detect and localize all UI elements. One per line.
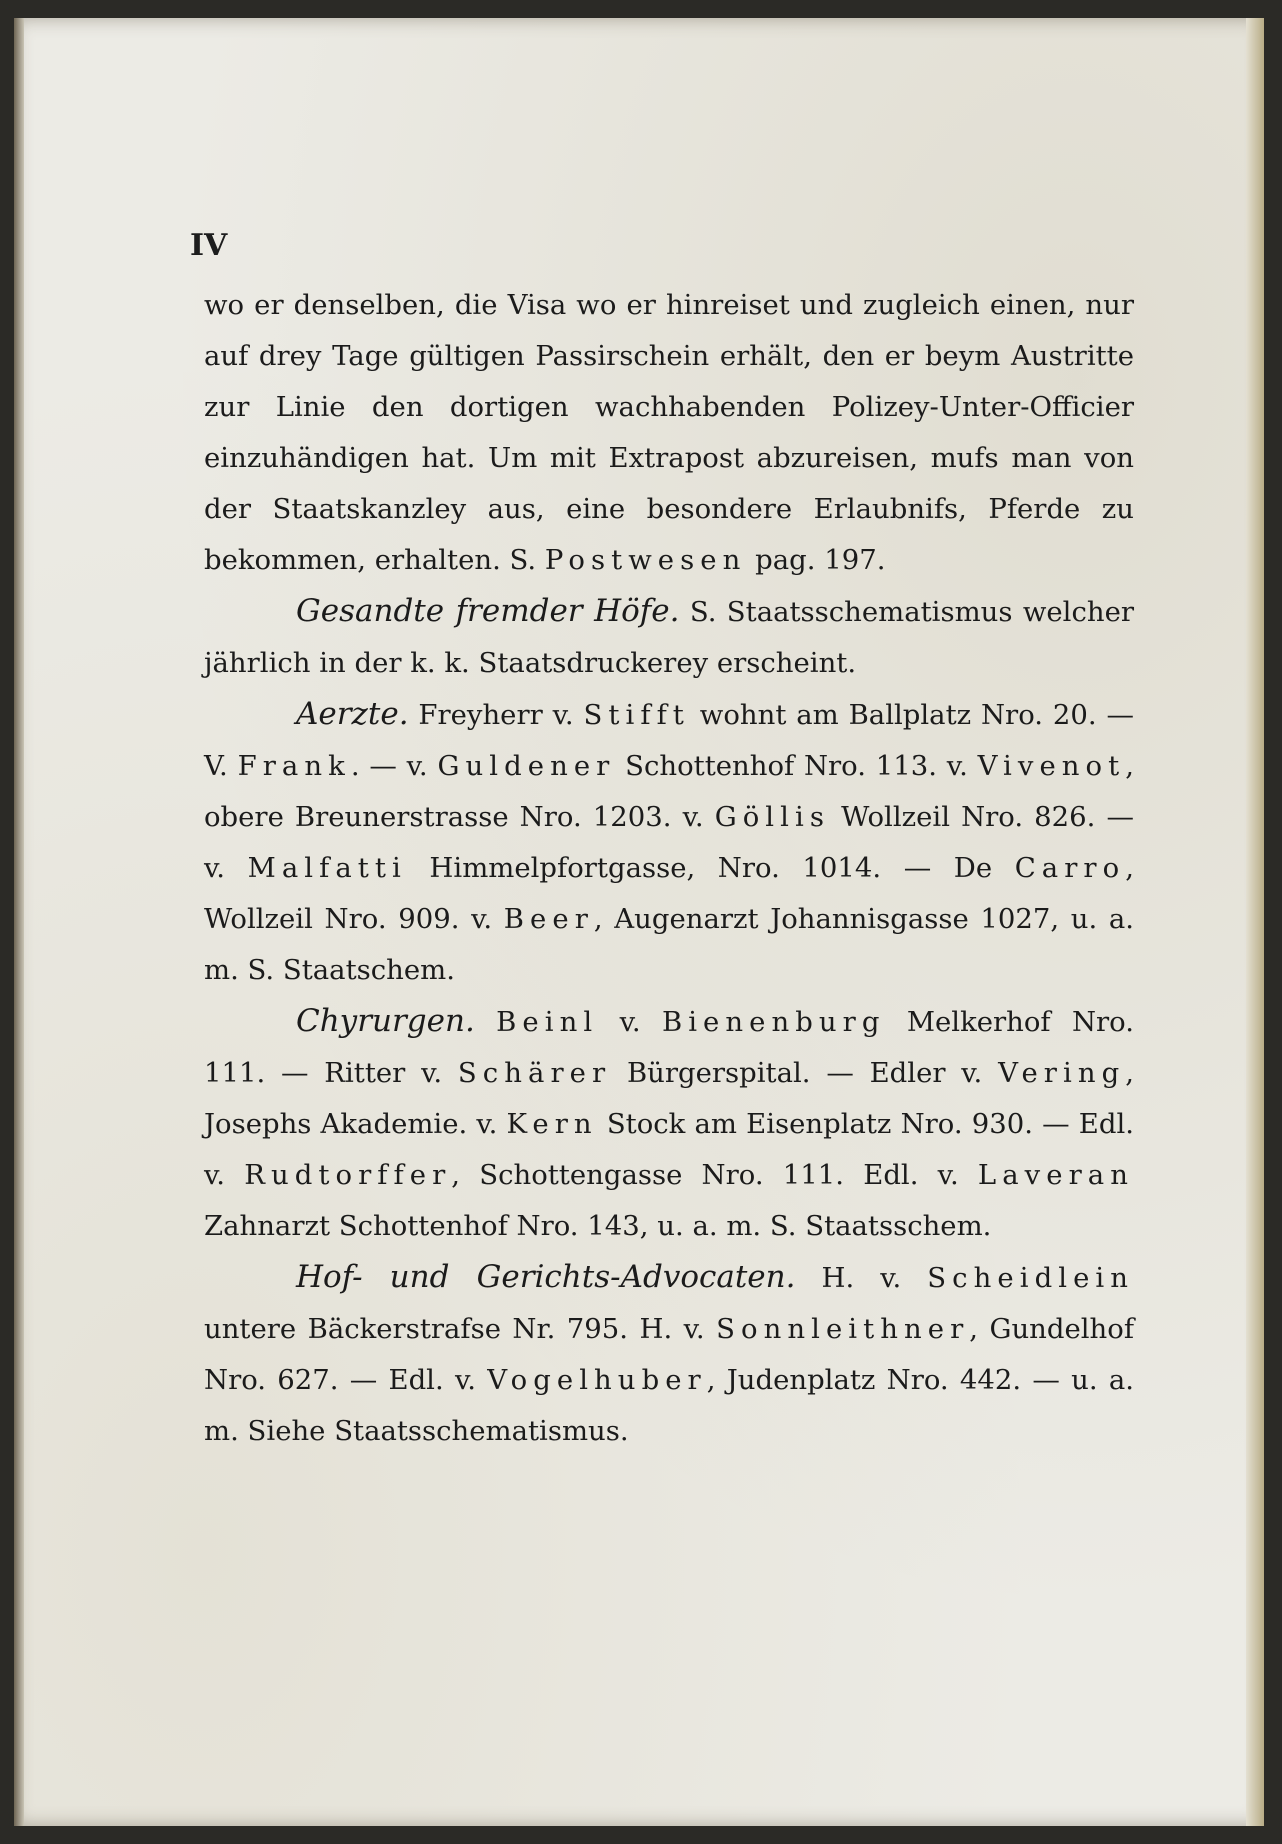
spaced-name: Postwesen bbox=[544, 544, 747, 576]
text-run: , obere Breunerstrasse Nro. 1203. v. bbox=[204, 750, 1134, 833]
paragraph bbox=[204, 280, 1134, 586]
text-run: untere Bäckerstrafse Nr. 795. H. v. bbox=[204, 1313, 717, 1345]
text-run: , Gundelhof Nro. 627. — Edl. v. bbox=[204, 1313, 1134, 1396]
spaced-name: Malfatti bbox=[247, 852, 407, 884]
text-run: Zahnarzt Schottenhof Nro. 143, u. a. m. S. Staatsschem. bbox=[204, 1210, 992, 1242]
text-run: H. v. bbox=[795, 1262, 928, 1294]
text-run: Schottenhof Nro. 113. v. bbox=[615, 750, 978, 782]
spaced-name: Stifft bbox=[583, 699, 690, 731]
text-run: , Augenarzt Johannisgasse 1027, u. a. m. S. Staatschem. bbox=[204, 903, 1134, 986]
text-run: wohnt am Ballplatz Nro. 20. — V. bbox=[204, 699, 1134, 782]
paragraph bbox=[204, 586, 1134, 689]
spaced-name: Rudtorffer bbox=[244, 1159, 452, 1191]
text-run: pag. 197. bbox=[746, 544, 886, 576]
body-text bbox=[204, 280, 1134, 1457]
spaced-name: Vivenot bbox=[977, 750, 1126, 782]
text-run: . — v. bbox=[350, 750, 438, 782]
text-run: Bürgerspital. — Edler v. bbox=[611, 1057, 999, 1089]
page-spine-shadow bbox=[14, 18, 24, 1826]
text-run: S. Staatsschematismus welcher jährlich in der k. k. Staatsdruckerey erscheint. bbox=[204, 596, 1134, 679]
spaced-name: Frank bbox=[237, 750, 351, 782]
text-run: , Schottengasse Nro. 111. Edl. v. bbox=[451, 1159, 978, 1191]
spaced-name: Beer bbox=[503, 903, 594, 935]
spaced-name: Carro bbox=[1014, 852, 1126, 884]
spaced-name: Kern bbox=[506, 1108, 598, 1140]
spaced-name: Beinl bbox=[496, 1006, 599, 1038]
spaced-name: Vogelhuber bbox=[487, 1364, 707, 1396]
section-heading: Chyrurgen. bbox=[296, 1003, 475, 1039]
section-heading: Aerzte. bbox=[296, 696, 409, 732]
spaced-name: Scheidlein bbox=[927, 1262, 1134, 1294]
text-run: Stock am Eisenplatz Nro. 930. — Edl. v. bbox=[204, 1108, 1134, 1191]
book-page bbox=[14, 18, 1264, 1826]
paragraph bbox=[204, 1252, 1134, 1457]
spaced-name: Guldener bbox=[437, 750, 616, 782]
section-heading: Hof- und Gerichts-Advocaten. bbox=[296, 1259, 796, 1295]
spaced-name: Bienenburg bbox=[661, 1006, 886, 1038]
text-run: Melkerhof Nro. 111. — Ritter v. bbox=[204, 1006, 1134, 1089]
text-run: , Josephs Akademie. v. bbox=[204, 1057, 1135, 1140]
spaced-name: Laveran bbox=[977, 1159, 1134, 1191]
section-heading: Gesandte fremder Höfe. bbox=[296, 593, 680, 629]
page-edge bbox=[1246, 18, 1264, 1826]
text-run: wo er denselben, die Visa wo er hinreiset und zugleich einen, nur auf drey Tage gültigen Passirschein erhält, den er beym Austritte zur Linie den dortigen wachhabenden Polizey-Unter-Officier einzuhändigen hat. Um mit Extrapost abzureisen, mufs man von der Staatskanzley aus, eine besondere Erlaubnifs, Pferde zu bekommen, erhalten. S. bbox=[204, 289, 1134, 576]
text-run: Wollzeil Nro. 826. — v. bbox=[204, 801, 1134, 884]
paragraph bbox=[204, 996, 1134, 1252]
text-run: Himmelpfortgasse, Nro. 1014. — De bbox=[406, 852, 1015, 884]
text-run: v. bbox=[598, 1006, 662, 1038]
spaced-name: Vering bbox=[998, 1057, 1126, 1089]
paragraph bbox=[204, 689, 1134, 996]
text-run: , Wollzeil Nro. 909. v. bbox=[204, 852, 1134, 935]
spaced-name: Schärer bbox=[457, 1057, 612, 1089]
spaced-name: Göllis bbox=[714, 801, 831, 833]
spaced-name: Sonnleithner bbox=[716, 1313, 970, 1345]
text-run: Freyherr v. bbox=[408, 699, 584, 731]
text-run: , Judenplatz Nro. 442. — u. a. m. Siehe Staatsschematismus. bbox=[204, 1364, 1134, 1447]
text-run bbox=[475, 1006, 496, 1038]
page-number: IV bbox=[190, 228, 228, 263]
